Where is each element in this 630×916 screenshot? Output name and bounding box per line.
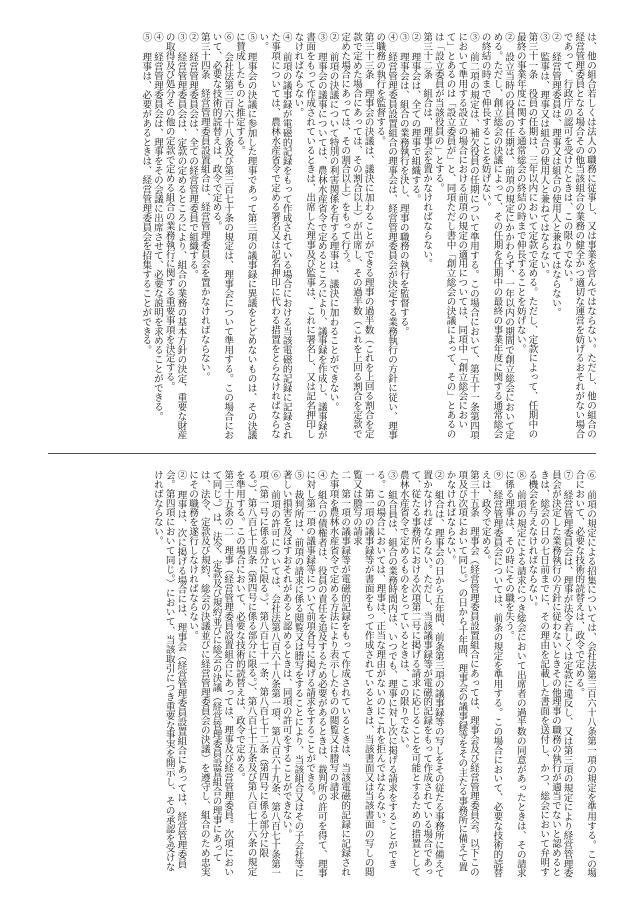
section-divider: [48, 453, 596, 454]
lower-paragraph: ③ 組合員は、組合の業務時間内は、いつでも、理事に対し次に掲げる請求をすることができる。この場合においては、理事は、正当な理由がないのにこれを拒んではならない。: [374, 470, 398, 869]
upper-paragraph: ④ 経営管理委員会は、理事をその会議に出席させて、必要な説明を求めることができる。: [151, 32, 163, 421]
upper-paragraph: ③ 経営管理委員会は、定款の定めるところにより、組合の業務の基本方針の決定、重要な財産の取得及び処分その他の定款で定める組合の業務執行に関する重要事項を決定する。: [163, 32, 187, 440]
lower-paragraph: ② 組合は、理事会の日から五年間、前条第三項の議事録等の写しをその従たる事務所に備えて置かなければならない。ただし、当該議事録等が電磁的記録をもって作成されている場合であって、従たる事務所における次項第二号に掲げる請求に応じることを可能とするための措置として農林水産省令で定めるものをとっているときは、この限りでない。: [397, 470, 444, 878]
lower-paragraph: ⑦ 経営管理委員会は、理事が法令若しくは定款に違反し、又は第三項の規定により経営管理委員会が決定した業務執行の方針に従わないときその他理事の職務の執行が適当でないと認めるときは、総会の日の七日前までに、その理由を記載した書面を送付し、かつ、総会において弁明する機会を与えなければならない。: [526, 470, 573, 878]
lower-paragraph: ④ 組合の債権者は、役員の責任を追及するため必要があるときは、裁判所の許可を得て、理事に対し第一項の議事録等について前項各号に掲げる請求をすることができる。: [304, 470, 327, 878]
upper-paragraph: 第三十二条 組合は、理事会を置かなければならない。: [421, 32, 433, 269]
lower-paragraph: ⑤ 裁判所は、前項の請求に係る閲覧又は謄写をすることにより、当該組合又はその子会社等に著しい損害を及ぼすおそれがあると認めるときは、同項の許可をすることができない。: [280, 470, 304, 878]
upper-paragraph: ③ 理事会は、組合の業務執行を決し、理事の職務の執行を監督する。: [397, 32, 409, 336]
upper-paragraph: ② 経営管理委員会は、全ての経営管理委員で組織する。: [187, 32, 199, 280]
lower-paragraph: ② 理事は、次に掲げる場合には、理事会（経営管理委員設置組合にあっては、経営管理委員会。第四項において同じ。）において、当該取引につき重要な事実を開示し、その承認を受けなければならない。: [151, 470, 187, 872]
upper-paragraph: 第三十一条 役員の任期は、三年以内において定款で定める。ただし、定款によって、任期中の最終の事業年度に関する通常総会の終結の時まで伸長することを妨げない。: [514, 32, 538, 439]
upper-paragraph: は、他の組合若しくは法人の職務に従事し、又は事業を営んではならない。ただし、他の組合の経営管理委員となる場合その他当該組合の業務の健全かつ適切な運営を妨げるおそれがない場合であって、行政庁の認可を受けたときは、この限りでない。: [561, 32, 596, 439]
lower-paragraph: 第三十五条 理事会（経営管理委員設置組合にあっては、理事会及び経営管理委員会。以下この項及び次項において同じ。）の日から十年間、理事会の議事録等をその主たる事務所に備えて置かなければならない。: [444, 470, 479, 877]
lower-text-block: [48, 470, 596, 880]
upper-paragraph: ⑥ 会社法第三百六十八条及び第三百七十条の規定は、理事会について準用する。この場合において、必要な技術的読替えは、政令で定める。: [210, 32, 234, 440]
upper-paragraph: ⑤ 理事会の決議に参加した理事であって第三項の議事録に異議をとどめないものは、その決議に賛成したものと推定する。: [233, 32, 257, 440]
lower-paragraph: ⑧ 前項の規定による請求につき総会において出席者の過半数の同意があったときは、その請求に係る理事は、その時にその職を失う。: [503, 470, 526, 878]
lower-paragraph: 二 第一項の議事録等が電磁的記録をもって作成されているときは、当該電磁的記録に記録された事項を農林水産省令で定める方法により表示したものの閲覧又は謄写の請求: [327, 470, 351, 877]
upper-paragraph: ② 理事会は、全ての理事で組織する。: [409, 32, 421, 204]
upper-paragraph: 第三十四条 経営管理委員設置組合は、経営管理委員会を置かなければならない。: [198, 32, 210, 382]
upper-paragraph: ② 経営管理委員は、理事又は組合の使用人と兼ねてはならない。: [549, 32, 561, 317]
upper-paragraph: 第三十三条 理事会の決議は、議決に加わることができる理事の過半数（これを上回る割合を定款で定めた場合にあっては、その割合以上）が出席し、その過半数（これを上回る割合を定款で定めた場合にあっては、その割合以上）をもって行う。: [339, 32, 374, 439]
upper-paragraph: ④ 経営管理委員設置組合の理事会は、経営管理委員会が決定する業務執行の方針に従い、理事の職務の執行を監督する。: [374, 32, 398, 440]
upper-paragraph: ③ 前二項の規定は、補欠役員の任期について準用する。この場合において、第五十一条第四項において準用する設立の場合における前項の規定の適用については、同項中「創立総会において」とあるのは「設立委員が」と、同項ただし書中「創立総会の決議によって、その」とあるのは「設立委員が当該役員の」とする。: [432, 32, 479, 440]
upper-paragraph: ④ 前項の議事録が電磁的記録をもって作成されている場合における当該電磁的記録に記録された事項については、農林水産省令で定める署名又は記名押印に代わる措置をとらなければならない。: [257, 32, 292, 440]
upper-paragraph: ⑤ 理事は、必要があるときは、経営管理委員会を招集することができる。: [140, 32, 152, 355]
upper-paragraph: ③ 理事会の議事については、農林水産省令で定めるところにより、議事録を作成し、議事録が書面をもって作成されているときは、出席した理事及び監事は、これに署名し、又は記名押印しなければならない。: [292, 32, 327, 440]
upper-paragraph: ② 前項の決議について特別の利害関係を有する理事は、議決に加わることができない。: [327, 32, 339, 412]
lower-paragraph: 第三十五条の二 理事（経営管理委員設置組合にあっては、理事及び経営管理委員。次項において同じ。）は、法令、定款及び規約並びに総会の決議（経営管理委員設置組合の理事にあっては、法令、定款及び規約、総会の決議並びに経営管理委員会の決議）を遵守し、組合のため忠実にその職務を遂行しなければならない。: [187, 470, 234, 877]
lower-paragraph: ⑨ 経営管理委員会については、前条の規定を準用する。この場合において、必要な技術的読替えは、政令で定める。: [479, 470, 503, 878]
upper-paragraph: ② 設立当時の役員の任期は、前項の規定にかかわらず、一年以内の期間で創立総会において定める。ただし、創立総会の決議によって、その任期を任期中の最終の事業年度に関する通常総会の終結の時まで伸長することを妨げない。: [479, 32, 515, 440]
lower-paragraph: ⑥ 前項の規定による招集については、会社法第三百六十八条第一項の規定を準用する。この場合において、必要な技術的読替えは、政令で定める。: [573, 470, 596, 878]
lower-paragraph: 一 第一項の議事録等が書面をもって作成されているときは、当該書面又は当該書面の写しの閲覧又は謄写の請求: [350, 470, 374, 877]
lower-paragraph: ⑥ 前項の許可については、会社法第八百六十八条第一項、第八百六十九条、第八百七十条第一項（第一号に係る部分に限る。）、第八百七十一条、第八百七十二条（第四号に係る部分に限る。）、第八百七十四条（第四号に係る部分に限る。）、第八百七十五条及び第八百七十六条の規定を準用する。この場合において、必要な技術的読替えは、政令で定める。: [233, 470, 281, 878]
upper-text-block: [48, 32, 596, 440]
upper-paragraph: ③ 監事は、理事又は組合の使用人と兼ねてはならない。: [538, 32, 550, 280]
